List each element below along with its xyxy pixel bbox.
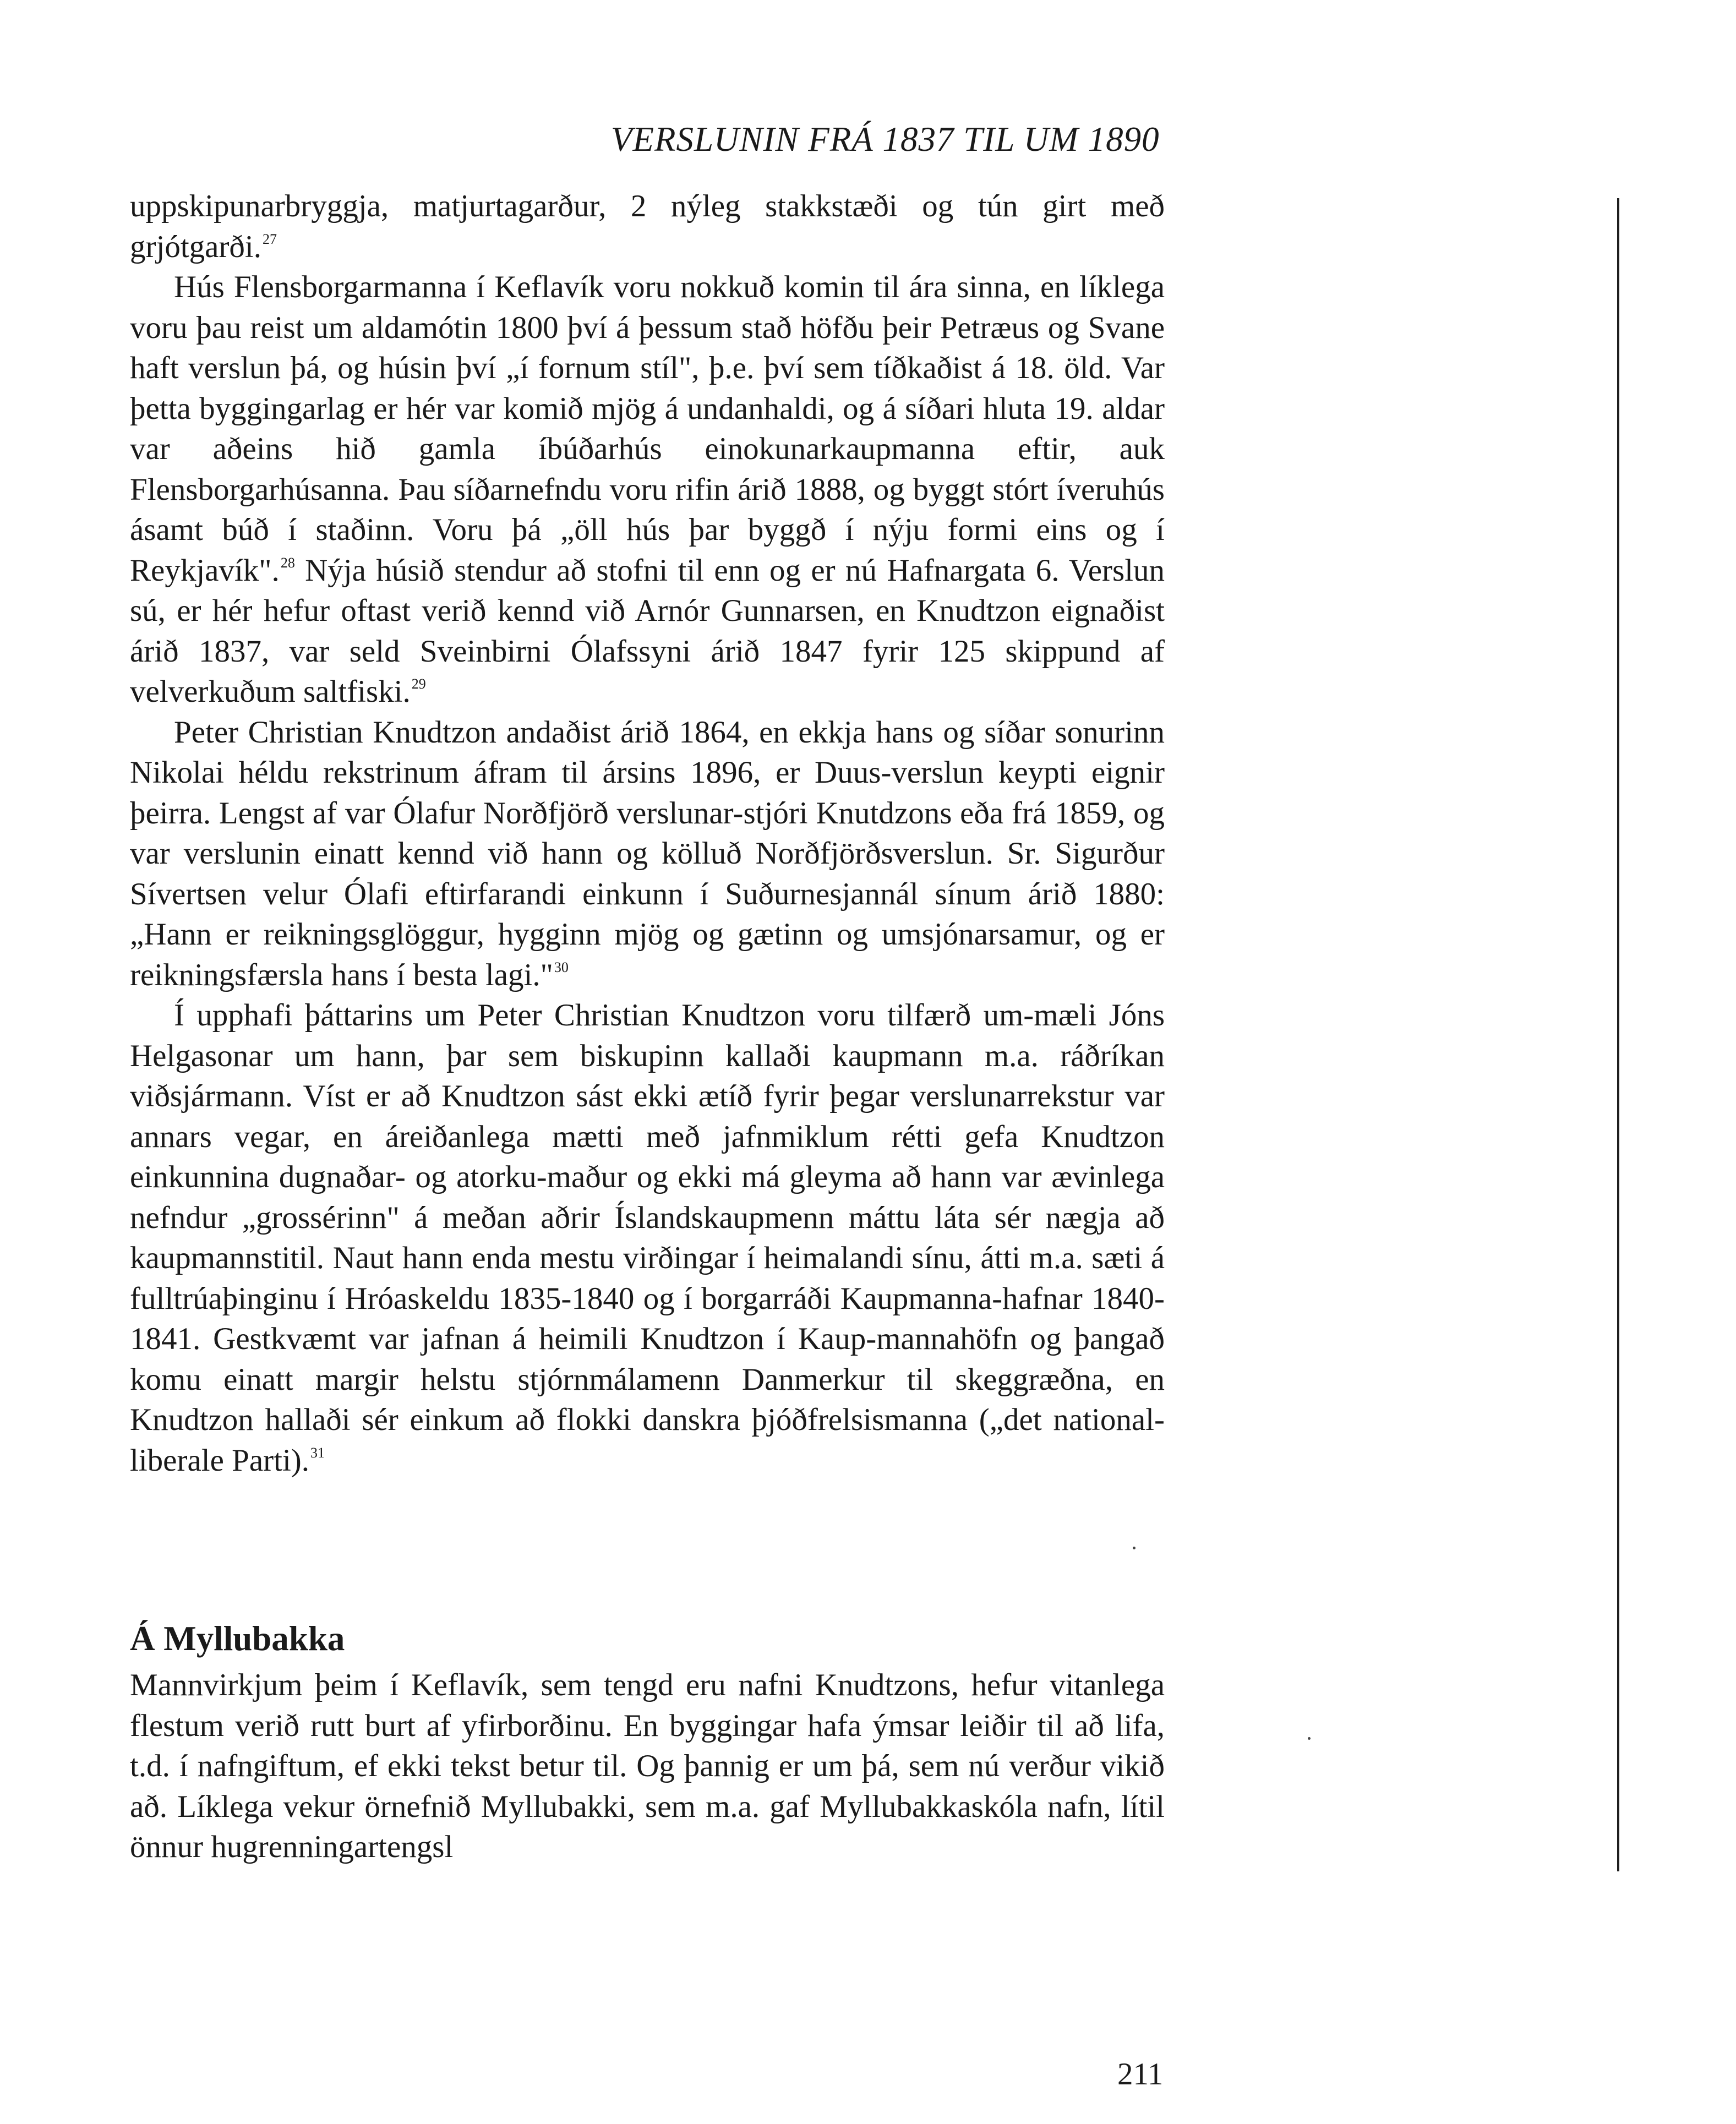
paragraph-3-text: Peter Christian Knudtzon andaðist árið 1864, en ekkja hans og síðar sonurinn Nikolai héldu rekstrinum áfram til ársins 1896, er Duus-verslun keypti eignir þeirra. Lengst af var Ólafur Norðfjörð verslunar-stjóri Knutdzons eða frá 1859, og var verslunin einatt kennd við hann og kölluð Norðfjörðsverslun. Sr. Sigurður Sívertsen velur Ólafi eftirfarandi einkunn í Suðurnesjannál sínum árið 1880: „Hann er reikningsglöggur, hygginn mjög og gætinn og umsjónarsamur, og er reikningsfærsla hans í besta lagi." [130, 714, 1165, 992]
page-number: 211 [1117, 2057, 1164, 2092]
paragraph-3 [130, 712, 1165, 996]
footnote-ref-30: 30 [554, 959, 569, 975]
paragraph-4-text: Í upphafi þáttarins um Peter Christian Knudtzon voru tilfærð um-mæli Jóns Helgasonar um hann, þar sem biskupinn kallaði kaupmann m.a. ráðríkan viðsjármann. Víst er að Knudtzon sást ekki ætíð fyrir þegar verslunarrekstur var annars vegar, en áreiðanlega mætti með jafnmiklum rétti gefa Knudtzon einkunnina dugnaðar- og atorku-maður og ekki má gleyma að hann var ævinlega nefndur „grossérinn" á meðan aðrir Íslandskaupmenn máttu láta sér nægja að kaupmannstitil. Naut hann enda mestu virðingar í heimalandi sínu, átti m.a. sæti á fulltrúaþinginu í Hróaskeldu 1835-1840 og í borgarráði Kaupmanna-hafnar 1840-1841. Gestkvæmt var jafnan á heimili Knudtzon í Kaup-mannahöfn og þangað komu einatt margir helstu stjórnmálamenn Danmerkur til skeggræðna, en Knudtzon hallaði sér einkum að flokki danskra þjóðfrelsismanna („det national-liberale Parti). [130, 998, 1165, 1478]
running-head: VERSLUNIN FRÁ 1837 TIL UM 1890 [611, 120, 1160, 159]
paragraph-2-text-cont: Nýja húsið stendur að stofni til enn og er nú Hafnargata 6. Verslun sú, er hér hefur oftast verið kennd við Arnór Gunnarsen, en Knudtzon eignaðist árið 1837, var seld Sveinbirni Ólafssyni árið 1847 fyrir 125 skippund af velverkuðum saltfiski. [130, 553, 1165, 709]
section-text [130, 1665, 1165, 1868]
paragraph-4 [130, 995, 1165, 1481]
paper-speck [1133, 1547, 1136, 1549]
section-heading: Á Myllubakka [130, 1619, 345, 1658]
paper-speck [1308, 1737, 1311, 1740]
paragraph-2 [130, 267, 1165, 712]
footnote-ref-31: 31 [310, 1444, 325, 1461]
section-paragraph: Mannvirkjum þeim í Keflavík, sem tengd eru nafni Knudtzons, hefur vitanlega flestum verið rutt burt af yfirborðinu. En byggingar hafa ýmsar leiðir til að lifa, t.d. í nafngiftum, ef ekki tekst betur til. Og þannig er um þá, sem nú verður vikið að. Líklega vekur örnefnið Myllubakki, sem m.a. gaf Myllubakkaskóla nafn, lítil önnur hugrenningartengsl [130, 1668, 1165, 1864]
margin-rule [1617, 198, 1619, 1871]
main-text [130, 186, 1165, 1481]
footnote-ref-27: 27 [263, 231, 277, 247]
footnote-ref-29: 29 [411, 676, 426, 692]
paragraph-2-text: Hús Flensborgarmanna í Keflavík voru nokkuð komin til ára sinna, en líklega voru þau reist um aldamótin 1800 því á þessum stað höfðu þeir Petræus og Svane haft verslun þá, og húsin því „í fornum stíl", þ.e. því sem tíðkaðist á 18. öld. Var þetta byggingarlag er hér var komið mjög á undanhaldi, og á síðari hluta 19. aldar var aðeins hið gamla íbúðarhús einokunarkaupmanna eftir, auk Flensborgarhúsanna. Þau síðarnefndu voru rifin árið 1888, og byggt stórt íveruhús ásamt búð í staðinn. Voru þá „öll hús þar byggð í nýju formi eins og í Reykjavík". [130, 270, 1165, 588]
footnote-ref-28: 28 [280, 554, 295, 571]
paragraph-1 [130, 186, 1165, 267]
paragraph-1-text: uppskipunarbryggja, matjurtagarður, 2 nýleg stakkstæði og tún girt með grjótgarði. [130, 189, 1165, 264]
